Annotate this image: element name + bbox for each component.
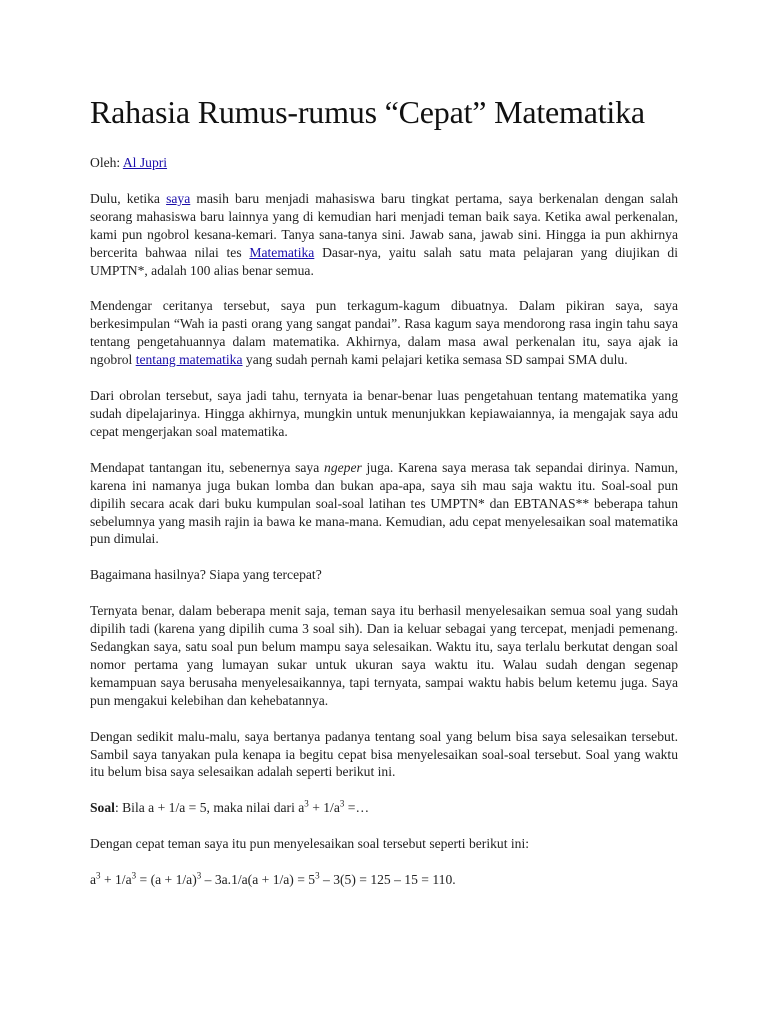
paragraph-5: Bagaimana hasilnya? Siapa yang tercepat? (90, 567, 322, 583)
byline (90, 154, 678, 172)
paragraph-6: Ternyata benar, dalam beberapa menit saja, teman saya itu berhasil menyelesaikan semua soal yang sudah dipilih tadi (karena yang dipilih cuma 3 soal sih). Dan ia keluar sebagai yang tercepat, menjadi pemenang. Sedangkan saya, satu soal pun belum mampu saya selesaikan. Waktu itu, saya terlalu berkutat dengan soal nomor pertama yang lumayan sukar untuk ukuran saya waktu itu. Walau sudah dengan segenap kemampuan saya berusaha menyelesaikannya, tapi ternyata, sampai waktu habis belum ketemu juga. Saya pun mengakui kelebihan dan kehebatannya. (90, 603, 678, 708)
formula-part-1: a (90, 872, 97, 888)
article-title: Rahasia Rumus-rumus “Cepat” Matematika (90, 94, 645, 130)
ngeper-emphasis: ngeper (324, 459, 362, 475)
paragraph-1-text-b: masih baru menjadi mahasiswa baru tingkat pertama, saya berkenalan dengan salah seorang mahasiswa baru lainnya yang di kemudian hari menjadi teman baik saya. Ketika awal perkenalan, kami pun ngobrol kesana-kemari. Tanya sana-tanya sini. Jawab sana, jawab sini. Hingga ia pun akhirnya bercerita bahwaa nilai tes (90, 190, 678, 260)
formula-part-2: + 1/a (100, 872, 132, 888)
formula-exponent-3: 3 (196, 870, 202, 881)
tentang-matematika-link[interactable]: tentang matematika (135, 352, 243, 368)
soal-exponent-2: 3 (339, 798, 345, 809)
soal-text-c: =… (344, 800, 370, 816)
formula-part-4: – 3a.1/a(a + 1/a) = 5 (201, 872, 316, 888)
paragraph-2-text-b: yang sudah pernah kami pelajari ketika semasa SD sampai SMA dulu. (242, 352, 628, 368)
paragraph-3: Dari obrolan tersebut, saya jadi tahu, ternyata ia benar-benar luas pengetahuan tentang matematika yang sudah dipelajarinya. Hingga akhirnya, mungkin untuk menunjukkan kepiawaiannya, ia mengajak saya adu cepat mengerjakan soal matematika. (90, 388, 678, 439)
saya-link[interactable]: saya (166, 190, 191, 206)
paragraph-8: Dengan cepat teman saya itu pun menyelesaikan soal tersebut seperti berikut ini: (90, 836, 530, 852)
paragraph-1 (90, 190, 678, 280)
matematika-link[interactable]: Matematika (249, 244, 315, 260)
paragraph-7: Dengan sedikit malu-malu, saya bertanya padanya tentang soal yang belum bisa saya selesaikan tersebut. Sambil saya tanyakan pula kenapa ia begitu cepat bisa menyelesaikan soal-soal tersebut. Soal yang waktu itu belum bisa saya selesaikan adalah seperti berikut ini. (90, 728, 678, 780)
paragraph-1-text-a: Dulu, ketika (90, 190, 167, 206)
soal-text-a: : Bila a + 1/a = 5, maka nilai dari a (114, 800, 305, 816)
paragraph-2-text-a: Mendengar ceritanya tersebut, saya pun terkagum-kagum dibuatnya. Dalam pikiran saya, saya berkesimpulan “Wah ia pasti orang yang sangat pandai”. Rasa kagum saya mendorong rasa ingin tahu saya tentang pengetahuannya dalam matematika. Akhirnya, dalam masa awal perkenalan itu, saya ajak ia ngobrol (90, 298, 678, 368)
soal-exponent-1: 3 (304, 798, 309, 809)
paragraph-1-text-c: Dasar-nya, yaitu salah satu mata pelajaran yang diujikan di UMPTN*, adalah 100 alias benar semua. (90, 244, 679, 278)
soal-label: Soal (90, 800, 115, 816)
formula-part-5: – 3(5) = 125 – 15 = 110. (319, 872, 456, 888)
byline-prefix: Oleh: (90, 155, 123, 170)
soal-statement (90, 799, 678, 817)
paragraph-4 (90, 459, 678, 549)
formula-exponent-2: 3 (131, 870, 137, 881)
soal-text-b: + 1/a (308, 800, 340, 816)
formula-exponent-4: 3 (315, 870, 320, 881)
author-link[interactable]: Al Jupri (122, 155, 168, 170)
formula-part-3: = (a + 1/a) (136, 872, 197, 888)
paragraph-4-text-a: Mendapat tantangan itu, sebenernya saya (90, 459, 325, 475)
solution-formula (90, 871, 678, 889)
article (90, 92, 678, 907)
paragraph-4-text-b: juga. Karena saya merasa tak sepandai dirinya. Namun, karena ini namanya juga bukan lomba dan bukan apa-apa, saya sih mau saja waktu itu. Soal-soal pun dipilih secara acak dari buku kumpulan soal-soal latihan tes UMPTN* dan EBTANAS** beberapa tahun sebelumnya yang masih rajin ia bawa ke mana-mana. Kemudian, adu cepat menyelesaikan soal matematika pun dimulai. (90, 459, 678, 547)
formula-exponent-1: 3 (96, 870, 101, 881)
paragraph-2 (90, 297, 678, 369)
